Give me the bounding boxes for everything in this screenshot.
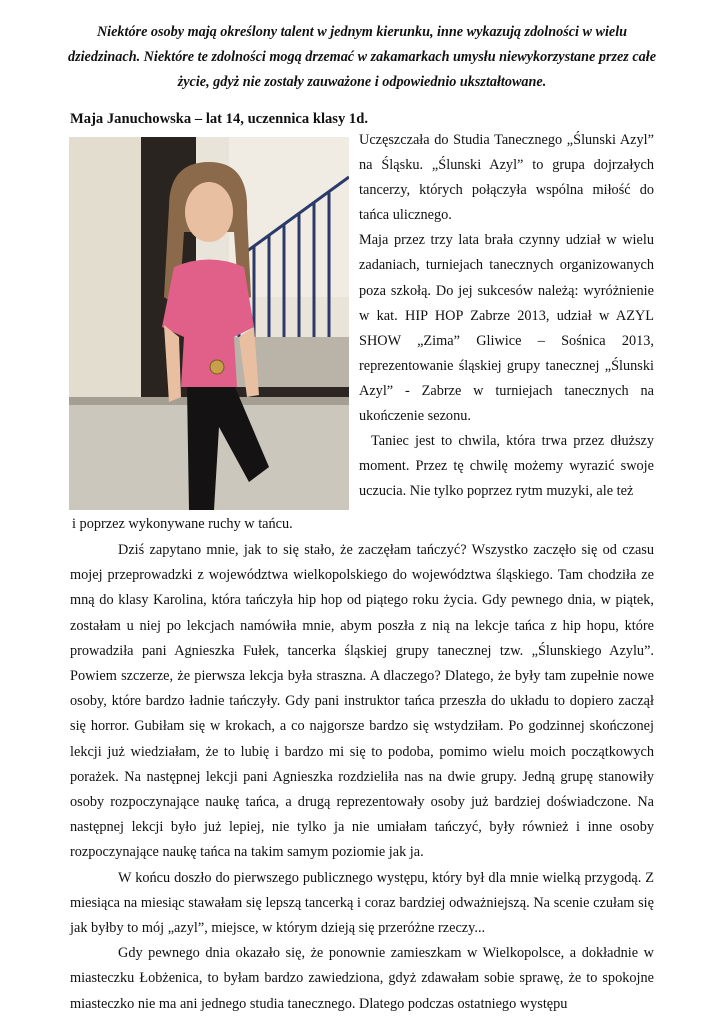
side-continuation: i poprzez wykonywane ruchy w tańcu. [72,516,293,532]
side-paragraph: Maja przez trzy lata brała czynny udział w wielu zadaniach, turniejach tanecznych organizowanych poza szkołą. Do jej sukcesów należą: wyróżnienie w kat. HIP HOP Zabrze 2013, udział w AZYL SHOW „Zima” Gliwice – Sośnica 2013, reprezentowanie śląskiej grupy tanecznej „Ślunski Azyl” - Zabrze w turniejach tanecznych na ukończenie sezonu. [359,232,654,425]
portrait-photo [69,137,349,510]
intro-paragraph: Niektóre osoby mają określony talent w jednym kierunku, inne wykazują zdolności w wielu dziedzinach. Niektóre te zdolności mogą drzemać w zakamarkach umysłu niewykorzystane przez całe życie, gdyż nie zostały zauważone i odpowiednio ukształtowane. [68,24,656,90]
side-column [359,128,654,504]
body-text [70,538,654,1017]
side-paragraph: Taniec jest to chwila, która trwa przez dłuższy moment. Przez tę chwilę możemy wyrazić swoje uczucia. Nie tylko poprzez rytm muzyki, ale też [359,433,654,500]
side-paragraph: Uczęszczała do Studia Tanecznego „Ślunski Azyl” na Śląsku. „Ślunski Azyl” to grupa dojrzałych tancerzy, których połączyła wspólna miłość do tańca ulicznego. [359,132,654,224]
body-paragraph: Gdy pewnego dnia okazało się, że ponownie zamieszkam w Wielkopolsce, a dokładnie w miasteczku Łobżenica, to byłam bardzo zawiedziona, gdyż zdawałam sobie sprawę, że to spokojne miasteczko nie ma ani jednego studia tanecznego. Dlatego podczas ostatniego występu [70,945,654,1012]
article-heading: Maja Januchowska – lat 14, uczennica klasy 1d. [70,111,368,127]
body-paragraph: Dziś zapytano mnie, jak to się stało, że zaczęłam tańczyć? Wszystko zaczęło się od czasu mojej przeprowadzki z województwa wielkopolskiego do województwa śląskiego. Tam chodziła ze mną do klasy Karolina, która tańczyła hip hop od piątego roku życia. Gdy pewnego dnia, w piątek, zostałam u niej po lekcjach namówiła mnie, abym poszła z nią na lekcje tańca z hip hopu, które prowadziła pani Agnieszka Fułek, tancerka śląskiej grupy tanecznej tzw. „Ślunskiego Azylu”. Powiem szczerze, że pierwsza lekcja była straszna. A dlaczego? Dlatego, że były tam zupełnie nowe osoby, które bardzo ładnie tańczyły. Gdy pani instruktor tańca przeszła do układu to dopiero zaczął się horror. Gubiłam się w krokach, a co najgorsze bardzo się wstydziłam. Po godzinnej skończonej lekcji już wiedziałam, że to lubię i bardzo mi się to podoba, pomimo wielu moich początkowych porażek. Na następnej lekcji pani Agnieszka rozdzieliła nas na dwie grupy. Jedną grupę stanowiły osoby rozpoczynające naukę tańca, a drugą reprezentowały osoby już bardziej doświadczone. Na następnej lekcji było już lepiej, nie tylko ja nie umiałam tańczyć, były również i inne osoby rozpoczynające naukę tańca na takim samym poziomie jak ja. [70,542,654,861]
body-paragraph: W końcu doszło do pierwszego publicznego występu, który był dla mnie wielką przygodą. Z miesiąca na miesiąc stawałam się lepszą tancerką i coraz bardziej odważniejszą. Na scenie czułam się jak byłby to mój „azyl”, miejsce, w którym dzieją się przeróżne rzeczy... [70,869,654,937]
